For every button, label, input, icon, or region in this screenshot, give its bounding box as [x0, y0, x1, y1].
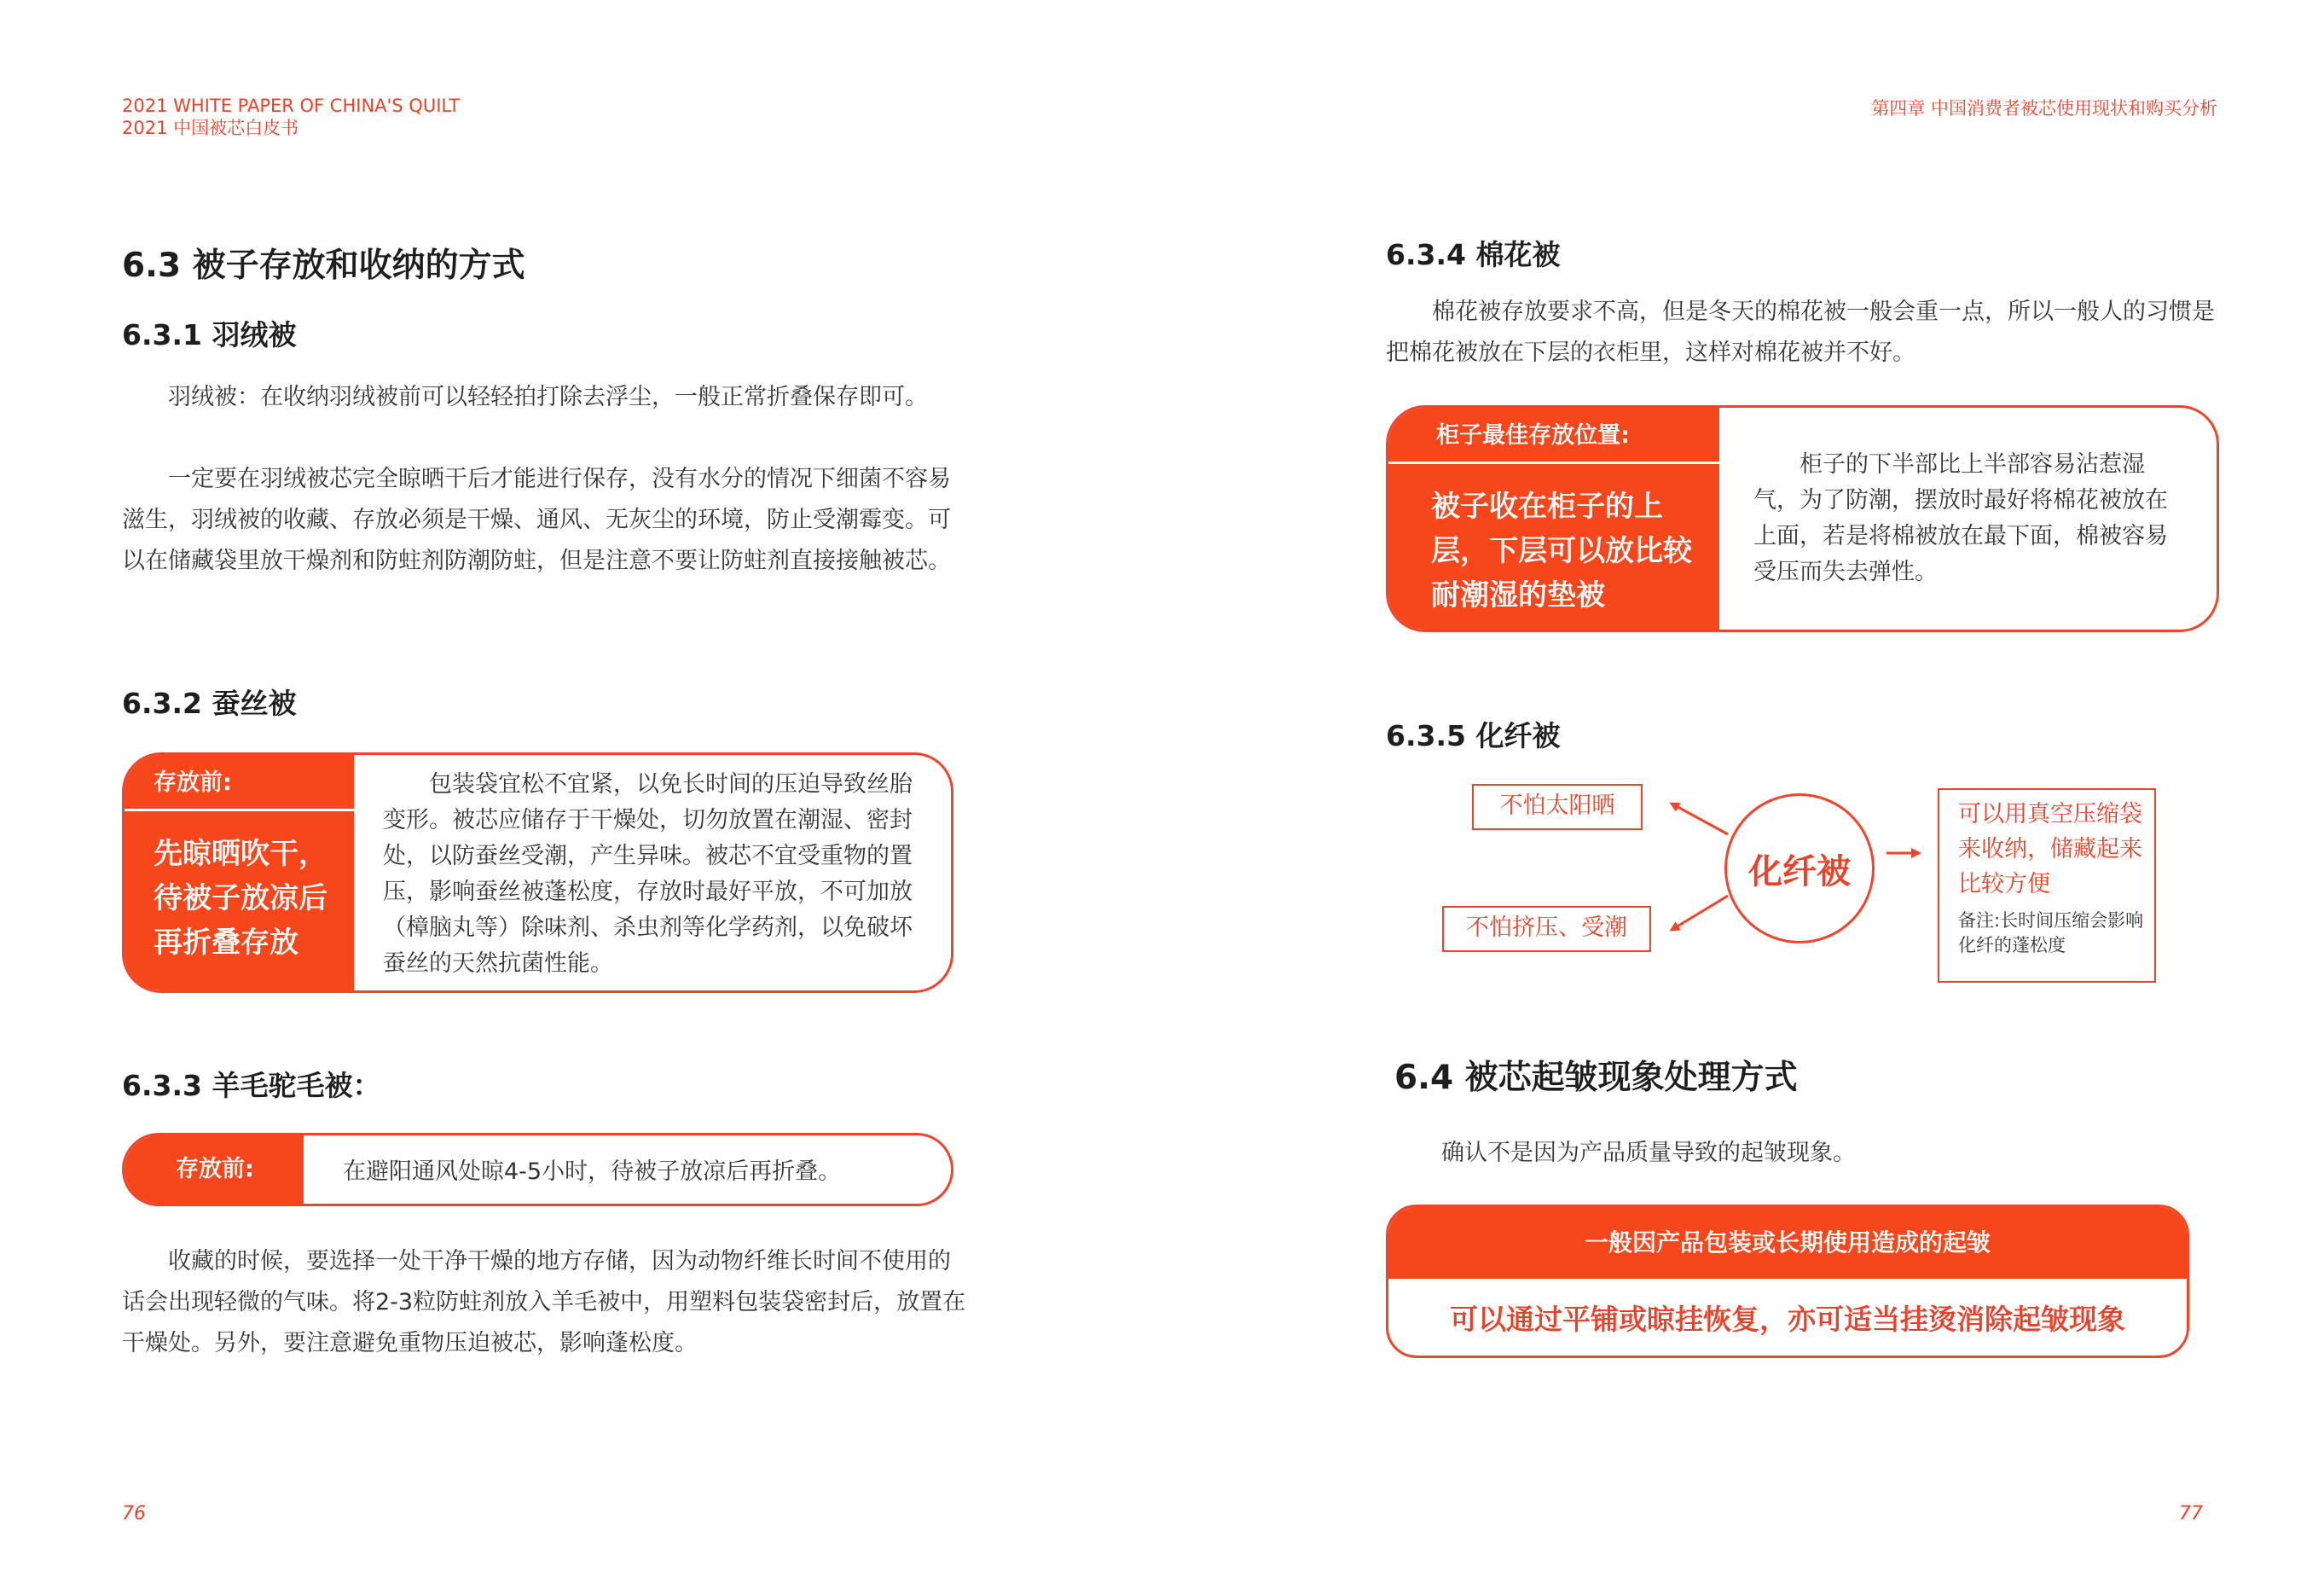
section-6-3-3-title: 6.3.3 羊毛驼毛被：: [122, 1069, 381, 1102]
tag-moisture-resistant: 不怕挤压、受潮: [1442, 906, 1651, 952]
cotton-box-text: 柜子的下半部比上半部容易沾惹湿气，为了防潮，摆放时最好将棉花被放在上面，若是将棉被放在最下面，棉被容易受压而失去弹性。: [1753, 451, 2168, 585]
cotton-box-left-panel: [1388, 408, 1719, 630]
wrinkle-handling-box: [1386, 1205, 2189, 1358]
wrinkle-solution-text: 可以通过平铺或晾挂恢复，亦可适当挂烫消除起皱现象: [1450, 1302, 2125, 1336]
page-number-left: 76: [122, 1503, 146, 1524]
section-6-3-1-title: 6.3.1 羽绒被: [122, 318, 297, 351]
section-6-3-1-paragraph-2: 一定要在羽绒被芯完全晾晒干后才能进行保存，没有水分的情况下细菌不容易滋生，羽绒被的收藏、存放必须是干燥、通风、无灰尘的环境，防止受潮霉变。可以在储藏袋里放干燥剂和防蛀剂防潮防蛀，但是注意不要让防蛀剂直接接触被芯。: [122, 466, 951, 574]
vacuum-storage-text: 可以用真空压缩袋来收纳，储藏起来比较方便: [1958, 801, 2142, 897]
silk-box-text: 包装袋宜松不宜紧，以免长时间的压迫导致丝胎变形。被芯应储存于干燥处，切勿放置在潮湿、密封处，以防蚕丝受潮，产生异味。被芯不宜受重物的置压，影响蚕丝被蓬松度，存放时最好平放，不可加放（樟脑丸等）除味剂、杀虫剂等化学药剂，以免破坏蚕丝的天然抗菌性能。: [383, 771, 913, 977]
page-number-right: 77: [2179, 1503, 2203, 1524]
vacuum-storage-box: [1938, 788, 2156, 983]
header-left: [122, 95, 460, 139]
tag-sun-resistant: 不怕太阳晒: [1472, 784, 1643, 830]
wool-quilt-storage-box: [122, 1133, 953, 1206]
wool-box-left-panel: [125, 1135, 304, 1204]
section-6-4-title: 6.4 被芯起皱现象处理方式: [1394, 1059, 1798, 1097]
section-6-3-3-paragraph: 收藏的时候，要选择一处干净干燥的地方存储，因为动物纤维长时间不使用的话会出现轻微的气味。将2-3粒防蛀剂放入羊毛被中，用塑料包装袋密封后，放置在干燥处。另外，要注意避免重物压迫被芯，影响蓬松度。: [122, 1248, 966, 1356]
wool-box-label: 存放前:: [176, 1156, 254, 1182]
section-6-3-title: 6.3 被子存放和收纳的方式: [122, 247, 525, 285]
header-left-chinese: 2021 中国被芯白皮书: [122, 118, 299, 138]
silk-quilt-storage-box: [122, 752, 953, 993]
cotton-box-label: 柜子最佳存放位置:: [1388, 408, 1719, 464]
section-6-3-4-paragraph: 棉花被存放要求不高，但是冬天的棉花被一般会重一点，所以一般人的习惯是把棉花被放在下层的衣柜里，这样对棉花被并不好。: [1386, 299, 2215, 366]
section-6-3-5-title: 6.3.5 化纤被: [1386, 719, 1561, 752]
cotton-quilt-storage-box: [1386, 405, 2219, 632]
section-6-3-1-paragraph-1: 羽绒被：在收纳羽绒被前可以轻轻拍打除去浮尘，一般正常折叠保存即可。: [168, 384, 928, 410]
section-6-3-4-title: 6.3.4 棉花被: [1386, 238, 1561, 271]
silk-box-highlight: 先晾晒吹干，待被子放凉后再折叠存放: [154, 837, 327, 960]
silk-box-left-panel: [125, 755, 354, 990]
vacuum-storage-note: 备注:长时间压缩会影响化纤的蓬松度: [1958, 910, 2144, 955]
wool-box-text: 在避阳通风处晾4-5小时，待被子放凉后再折叠。: [343, 1158, 842, 1185]
section-6-3-2-title: 6.3.2 蚕丝被: [122, 687, 297, 720]
cotton-box-highlight: 被子收在柜子的上层，下层可以放比较耐潮湿的垫被: [1431, 490, 1692, 613]
synthetic-quilt-center-circle: 化纤被: [1724, 793, 1875, 943]
arrow-to-sun-tag: [1672, 804, 1728, 834]
wrinkle-cause-banner: 一般因产品包装或长期使用造成的起皱: [1388, 1207, 2187, 1279]
silk-box-label: 存放前:: [125, 755, 354, 811]
header-left-english: 2021 WHITE PAPER OF CHINA'S QUILT: [122, 96, 461, 116]
header-right: 第四章 中国消费者被芯使用现状和购买分析: [1871, 98, 2217, 119]
section-6-4-paragraph: 确认不是因为产品质量导致的起皱现象。: [1441, 1140, 1856, 1166]
arrow-to-moisture-tag: [1672, 896, 1728, 930]
